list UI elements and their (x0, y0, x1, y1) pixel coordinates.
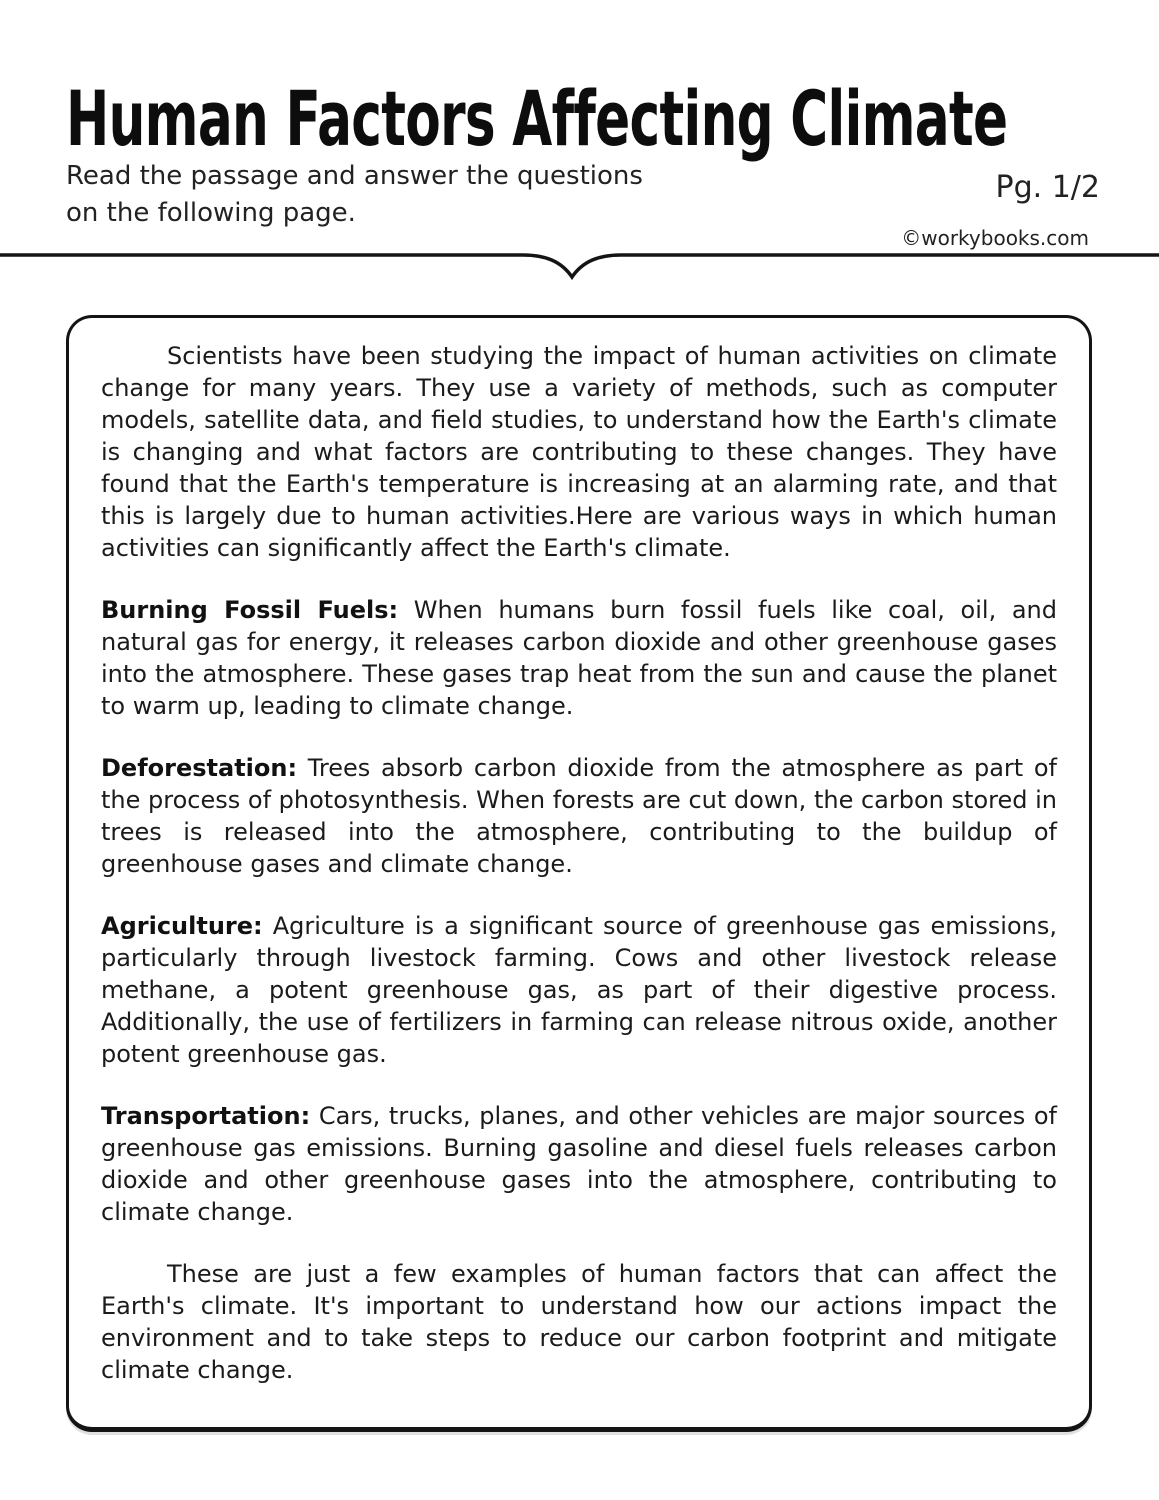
instructions-line-2: on the following page. (66, 198, 356, 228)
paragraph-deforestation-text: Trees absorb carbon dioxide from the atmosphere as part of the process of photosynthesis. When forests are cut down, the carbon stored in trees is released into the atmosphere, contributing to the buildup of greenhouse gases and climate change. (101, 754, 1057, 878)
paragraph-burning-fossil-fuels-lead: Burning Fossil Fuels: (101, 596, 399, 624)
paragraph-burning-fossil-fuels-text: When humans burn fossil fuels like coal, oil, and natural gas for energy, it releases carbon dioxide and other greenhouse gases into the atmosphere. These gases trap heat from the sun and cause the planet to warm up, leading to climate change. (101, 596, 1057, 720)
paragraph-burning-fossil-fuels (101, 594, 1057, 722)
passage-box (66, 315, 1092, 1432)
copyright-watermark: ©workybooks.com (901, 226, 1089, 250)
paragraph-agriculture-text: Agriculture is a significant source of greenhouse gas emissions, particularly through livestock farming. Cows and other livestock release methane, a potent greenhouse gas, as part of their digestive process. Additionally, the use of fertilizers in farming can release nitrous oxide, another potent greenhouse gas. (101, 912, 1057, 1068)
paragraph-conclusion-text: These are just a few examples of human factors that can affect the Earth's climate. It's important to understand how our actions impact the environment and to take steps to reduce our carbon footprint and mitigate climate change. (101, 1260, 1057, 1384)
paragraph-agriculture (101, 910, 1057, 1070)
instructions (66, 158, 643, 232)
paragraph-agriculture-lead: Agriculture: (101, 912, 263, 940)
paragraph-deforestation (101, 752, 1057, 880)
paragraph-transportation-lead: Transportation: (101, 1102, 311, 1130)
paragraph-deforestation-lead: Deforestation: (101, 754, 298, 782)
paragraph-intro (101, 340, 1057, 564)
instructions-line-1: Read the passage and answer the questions (66, 161, 643, 191)
paragraph-intro-text: Scientists have been studying the impact of human activities on climate change for many years. They use a variety of methods, such as computer models, satellite data, and field studies, to understand how the Earth's climate is changing and what factors are contributing to these changes. They have found that the Earth's temperature is increasing at an alarming rate, and that this is largely due to human activities.Here are various ways in which human activities can significantly affect the Earth's climate. (101, 342, 1057, 562)
paragraph-transportation (101, 1100, 1057, 1228)
page-number: Pg. 1/2 (995, 170, 1100, 205)
page-title: Human Factors Affecting Climate (66, 74, 1008, 163)
divider-notch-line (0, 250, 1159, 290)
paragraph-transportation-text: Cars, trucks, planes, and other vehicles are major sources of greenhouse gas emissions. Burning gasoline and diesel fuels releases carbon dioxide and other greenhouse gases into the atmosphere, contributing to climate change. (101, 1102, 1057, 1226)
paragraph-conclusion (101, 1258, 1057, 1386)
